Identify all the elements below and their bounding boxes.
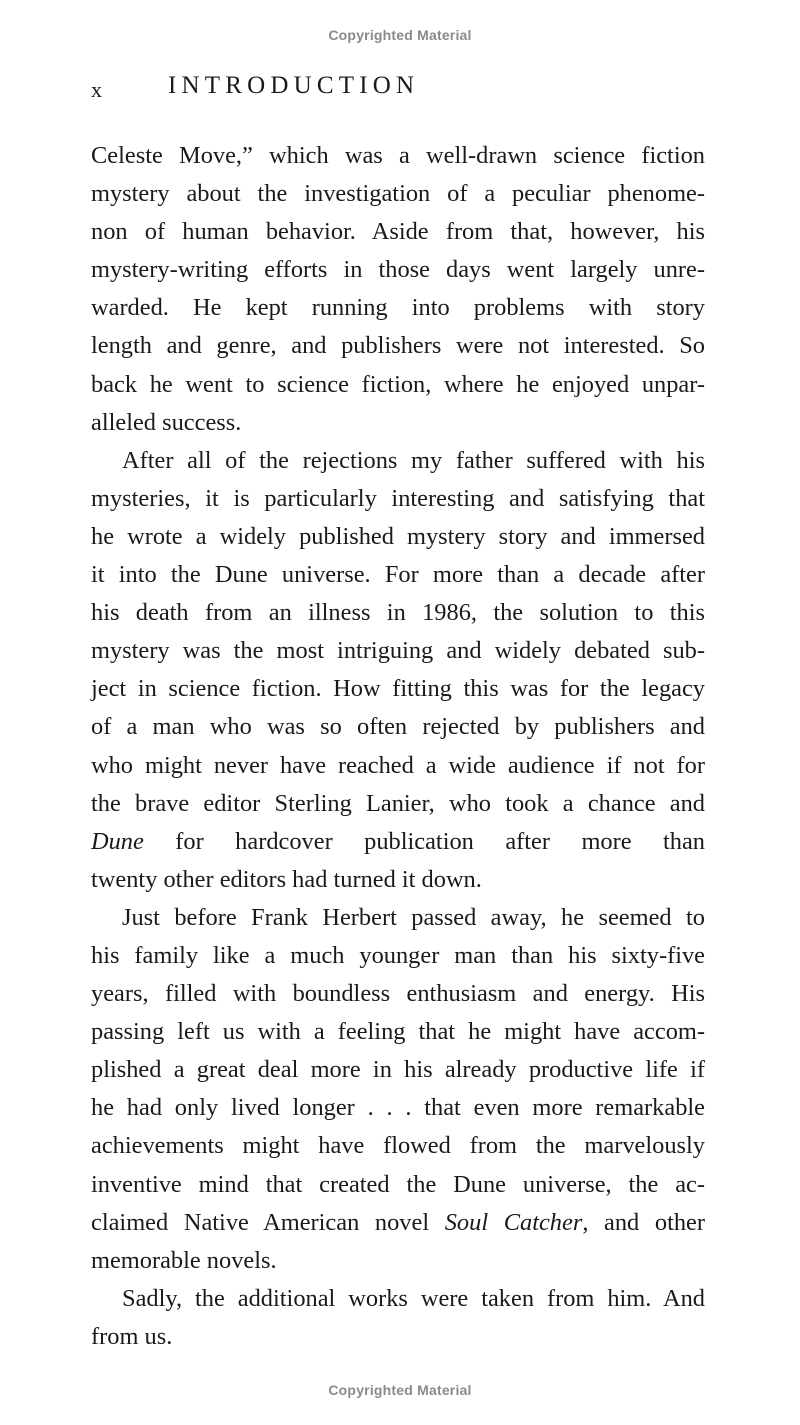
text-line: Celeste Move,” which was a well-drawn science fiction [91, 142, 705, 169]
text-line: from us. [91, 1322, 173, 1350]
text-line: achievements might have flowed from the marvelously [91, 1132, 705, 1160]
text-line: plished a great deal more in his already productive life if [91, 1056, 705, 1084]
text-line: ject in science fiction. How fitting this was for the legacy [91, 675, 705, 703]
text-line: of a man who was so often rejected by publishers and [91, 713, 705, 741]
paragraph-3 [91, 899, 705, 1280]
text-line: length and genre, and publishers were not interested. So [91, 332, 705, 360]
paragraph-4 [91, 1280, 705, 1356]
text-line: it into the Dune universe. For more than a decade after [91, 561, 705, 589]
copyright-watermark-bottom: Copyrighted Material [328, 1382, 472, 1398]
page-number: x [91, 77, 102, 102]
copyright-watermark-top: Copyrighted Material [328, 27, 472, 43]
text-line: Just before Frank Herbert passed away, he seemed to [122, 903, 705, 931]
text-line: he wrote a widely published mystery story and immersed [91, 522, 705, 550]
text-line: back he went to science fiction, where he enjoyed unpar- [91, 370, 705, 398]
book-title-soul-catcher: Soul Catcher [444, 1208, 583, 1236]
running-header [91, 70, 711, 106]
book-title-dune: Dune [91, 827, 144, 855]
text-line: warded. He kept running into problems with story [91, 294, 705, 322]
text-line: the brave editor Sterling Lanier, who took a chance and [91, 789, 705, 817]
text-line: years, filled with boundless enthusiasm and energy. His [91, 980, 705, 1008]
text-line: his death from an illness in 1986, the solution to this [91, 599, 705, 627]
text-line: alleled success. [91, 408, 242, 436]
text-line: Sadly, the additional works were taken from him. And [122, 1284, 705, 1312]
body-text [91, 137, 705, 1356]
paragraph-1 [91, 137, 705, 442]
text-line: memorable novels. [91, 1246, 277, 1274]
text-line: After all of the rejections my father suffered with his [122, 446, 705, 474]
text-line: who might never have reached a wide audience if not for [91, 751, 705, 779]
text-line: his family like a much younger man than his sixty-five [91, 941, 705, 969]
text-line: twenty other editors had turned it down. [91, 865, 482, 893]
text-line: inventive mind that created the Dune universe, the ac- [91, 1170, 705, 1198]
text-line: mystery was the most intriguing and widely debated sub- [91, 637, 705, 665]
text-line: he had only lived longer . . . that even more remarkable [91, 1094, 705, 1122]
text-line: mysteries, it is particularly interesting and satisfying that [91, 484, 705, 512]
text-line: passing left us with a feeling that he might have accom- [91, 1018, 705, 1046]
text-line: claimed Native American novel Soul Catcher, and other [91, 1208, 705, 1236]
text-line: mystery about the investigation of a peculiar phenome- [91, 180, 705, 208]
text-line: non of human behavior. Aside from that, however, his [91, 218, 705, 246]
text-line: mystery-writing efforts in those days went largely unre- [91, 256, 705, 284]
section-title: INTRODUCTION [168, 72, 420, 99]
text-line: Dune for hardcover publication after more than [91, 827, 705, 855]
paragraph-2 [91, 442, 705, 899]
